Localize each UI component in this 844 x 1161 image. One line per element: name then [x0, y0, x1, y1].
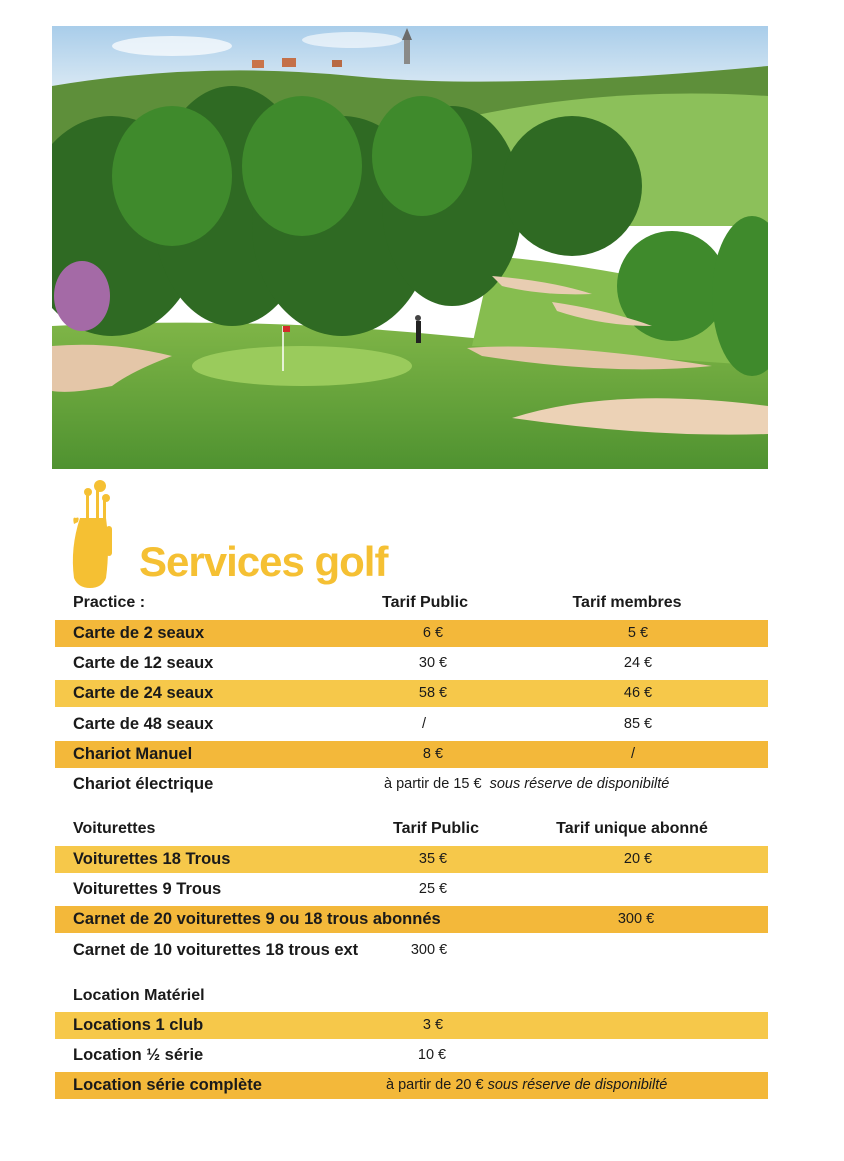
row-member-price: 85 € — [623, 716, 653, 732]
row-member-price: 24 € — [623, 655, 653, 671]
voiturettes-header — [55, 816, 768, 843]
table-row — [55, 846, 768, 873]
row-public-price: 10 € — [417, 1047, 447, 1063]
golf-bag-icon — [66, 478, 116, 590]
practice-header-label: Practice : — [73, 594, 146, 611]
page-title: Services golf — [139, 538, 388, 585]
voiturettes-header-label: Voiturettes — [73, 820, 156, 837]
row-label: Chariot électrique — [73, 775, 214, 793]
row-label: Location série complète — [73, 1076, 262, 1094]
table-row — [55, 937, 768, 964]
voiturettes-header-public: Tarif Public — [393, 820, 479, 837]
location-header — [55, 983, 768, 1010]
row-public-price: 6 € — [422, 625, 444, 641]
row-public-price: 300 € — [410, 942, 448, 958]
row-label: Carte de 2 seaux — [73, 624, 205, 642]
practice-header — [55, 590, 768, 617]
row-label: Voiturettes 9 Trous — [73, 880, 222, 898]
table-row — [55, 711, 768, 738]
table-row — [55, 1012, 768, 1039]
table-row — [55, 741, 768, 768]
table-row — [55, 906, 768, 933]
row-public-price: 58 € — [418, 685, 448, 701]
row-label: Carnet de 10 voiturettes 18 trous ext — [73, 941, 359, 959]
row-label: Chariot Manuel — [73, 745, 193, 763]
row-public-price: 25 € — [418, 881, 448, 897]
row-public-price: 3 € — [422, 1017, 444, 1033]
row-label: Carte de 24 seaux — [73, 684, 214, 702]
row-public-price: / — [421, 716, 427, 732]
row-label: Locations 1 club — [73, 1016, 204, 1034]
voiturettes-header-abonne: Tarif unique abonné — [556, 820, 708, 837]
practice-header-public: Tarif Public — [382, 594, 468, 611]
table-row — [55, 1042, 768, 1069]
row-note — [386, 1077, 667, 1093]
table-row — [55, 620, 768, 647]
row-abonne-price: 300 € — [617, 911, 655, 927]
table-row — [55, 680, 768, 707]
golf-course-photo — [52, 26, 768, 469]
row-price: à partir de 15 € — [384, 776, 482, 792]
table-row — [55, 650, 768, 677]
table-row-electric — [55, 771, 768, 798]
row-label: Voiturettes 18 Trous — [73, 850, 231, 868]
row-label: Carte de 12 seaux — [73, 654, 214, 672]
row-price: à partir de 20 € — [386, 1077, 484, 1093]
row-public-price: 35 € — [418, 851, 448, 867]
row-label: Location ½ série — [73, 1046, 204, 1064]
availability-note: sous réserve de disponibilté — [489, 776, 670, 792]
row-member-price: 5 € — [627, 625, 649, 641]
row-label: Carte de 48 seaux — [73, 715, 214, 733]
row-note — [384, 776, 669, 792]
row-abonne-price: 20 € — [623, 851, 653, 867]
row-label: Carnet de 20 voiturettes 9 ou 18 trous abonnés — [73, 910, 441, 928]
table-row — [55, 876, 768, 903]
location-header-label: Location Matériel — [73, 987, 205, 1004]
row-public-price: 30 € — [418, 655, 448, 671]
practice-header-membres: Tarif membres — [572, 594, 682, 611]
row-member-price: 46 € — [623, 685, 653, 701]
availability-note: sous réserve de disponibilté — [487, 1077, 668, 1093]
table-row-full-set — [55, 1072, 768, 1099]
row-public-price: 8 € — [422, 746, 444, 762]
row-member-price: / — [630, 746, 636, 762]
